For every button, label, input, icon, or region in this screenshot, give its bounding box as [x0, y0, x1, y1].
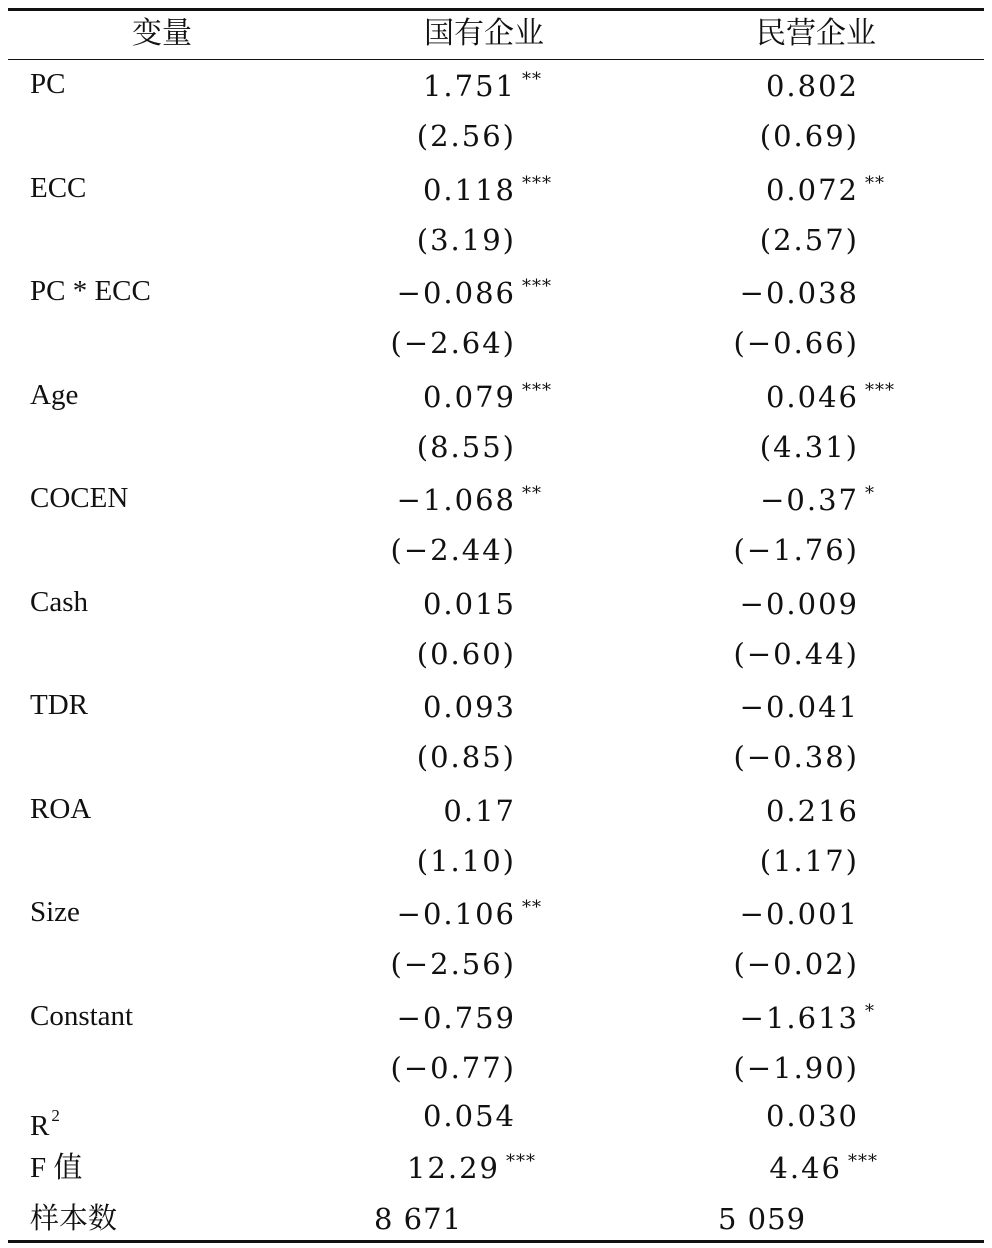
private-coefficient-value: −0.37 — [760, 483, 859, 517]
private-t-stat: (−1.90) — [733, 1050, 859, 1085]
soe-t-stat: (1.10) — [416, 843, 516, 878]
private-t-stat: (−0.38) — [733, 740, 859, 774]
private-coefficient-value: 0.216 — [765, 793, 859, 828]
r2-superscript: 2 — [51, 1106, 60, 1125]
soe-coefficient-value: −0.759 — [396, 1000, 516, 1035]
soe-coefficient — [396, 275, 552, 311]
private-coefficient-value: 0.046 — [765, 379, 859, 414]
private-f-value-value: 4.46 — [769, 1151, 842, 1185]
row-label: ROA — [30, 792, 92, 825]
private-coefficient-value: −0.001 — [739, 897, 859, 931]
private-coefficient — [739, 1000, 875, 1036]
soe-coefficient-significance: *** — [522, 379, 552, 401]
row-label: TDR — [30, 689, 88, 721]
soe-t-stat: (−2.56) — [390, 947, 516, 981]
row-label: Cash — [30, 585, 88, 618]
private-r2 — [766, 1098, 859, 1134]
private-coefficient-value: −0.041 — [739, 690, 859, 724]
row-label: ECC — [30, 171, 87, 204]
soe-r2 — [423, 1098, 516, 1134]
row-label-r2 — [30, 1098, 60, 1144]
private-t-stat: (−1.76) — [733, 533, 859, 567]
soe-sample-count: 8 671 — [374, 1202, 463, 1236]
private-t-stat: (1.17) — [759, 843, 859, 878]
row-label: PC * ECC — [30, 275, 151, 307]
private-f-value-significance: *** — [848, 1151, 878, 1172]
table-bottom-rule — [8, 1240, 984, 1243]
soe-t-stat: (0.85) — [416, 740, 516, 774]
soe-coefficient — [396, 482, 542, 518]
r2-label-text: R — [30, 1110, 50, 1142]
row-label: Age — [30, 378, 79, 411]
soe-coefficient-value: 0.118 — [422, 172, 516, 207]
row-label: PC — [30, 68, 66, 100]
private-coefficient-value: 0.072 — [765, 172, 859, 207]
soe-coefficient — [423, 689, 516, 725]
soe-t-stat: (0.60) — [416, 636, 516, 671]
soe-coefficient-value: 0.17 — [443, 793, 516, 828]
private-coefficient-value: −1.613 — [739, 1000, 859, 1035]
soe-coefficient-significance: ** — [522, 483, 542, 504]
private-coefficient-significance: * — [865, 1000, 875, 1022]
table-top-rule — [8, 8, 984, 11]
soe-coefficient-significance: *** — [522, 276, 552, 297]
soe-coefficient-value: 0.015 — [422, 586, 516, 621]
soe-coefficient-significance: ** — [522, 69, 542, 90]
header-soe: 国有企业 — [424, 16, 544, 51]
private-coefficient-value: 0.802 — [765, 69, 859, 103]
soe-r2-value: 0.054 — [422, 1099, 516, 1133]
private-coefficient — [740, 689, 859, 725]
soe-t-stat: (−0.77) — [390, 1050, 516, 1085]
private-t-stat: (−0.44) — [733, 636, 859, 671]
private-coefficient — [765, 379, 895, 415]
soe-t-stat: (2.56) — [416, 119, 516, 153]
private-coefficient — [740, 896, 859, 932]
private-coefficient — [766, 68, 859, 104]
soe-coefficient — [422, 379, 552, 415]
soe-f-value-significance: *** — [506, 1151, 536, 1172]
private-coefficient — [766, 793, 859, 829]
soe-coefficient — [422, 68, 542, 104]
private-t-stat: (−0.02) — [733, 947, 859, 981]
soe-coefficient-value: 0.093 — [422, 690, 516, 724]
soe-t-stat: (−2.64) — [390, 326, 516, 360]
soe-f-value — [406, 1150, 536, 1186]
private-f-value — [769, 1150, 878, 1186]
private-coefficient — [760, 482, 875, 518]
private-t-stat: (−0.66) — [733, 326, 859, 360]
private-t-stat: (0.69) — [759, 119, 859, 153]
soe-coefficient-value: −0.106 — [396, 897, 516, 931]
soe-coefficient — [443, 793, 516, 829]
soe-f-value-value: 12.29 — [406, 1151, 500, 1185]
soe-t-stat: (−2.44) — [390, 533, 516, 567]
private-coefficient — [740, 275, 859, 311]
private-coefficient-significance: *** — [865, 379, 895, 401]
private-sample-count: 5 059 — [718, 1202, 807, 1236]
row-label: COCEN — [30, 482, 129, 514]
soe-coefficient — [422, 172, 552, 208]
soe-t-stat: (3.19) — [416, 222, 516, 257]
soe-coefficient-value: 0.079 — [422, 379, 516, 414]
soe-coefficient-value: −1.068 — [396, 483, 516, 517]
table-header-rule — [8, 59, 984, 60]
private-coefficient-value: −0.038 — [739, 276, 859, 310]
header-variable: 变量 — [132, 16, 192, 51]
private-coefficient — [765, 172, 885, 208]
private-r2-value: 0.030 — [765, 1099, 859, 1133]
soe-coefficient-significance: ** — [522, 897, 542, 918]
soe-coefficient-value: 1.751 — [422, 69, 516, 103]
private-coefficient-value: −0.009 — [739, 586, 859, 621]
soe-coefficient — [396, 896, 542, 932]
private-t-stat: (2.57) — [759, 222, 859, 257]
private-coefficient — [740, 586, 859, 622]
row-label-f: F 值 — [30, 1152, 83, 1184]
header-private: 民营企业 — [756, 16, 876, 51]
row-label-samples: 样本数 — [30, 1203, 118, 1235]
soe-coefficient-value: −0.086 — [396, 276, 516, 310]
soe-t-stat: (8.55) — [416, 429, 516, 464]
private-coefficient-significance: ** — [865, 172, 885, 194]
private-coefficient-significance: * — [865, 483, 875, 504]
row-label: Constant — [30, 999, 134, 1032]
soe-coefficient — [397, 1000, 516, 1036]
row-label: Size — [30, 896, 80, 928]
soe-coefficient — [423, 586, 516, 622]
private-t-stat: (4.31) — [759, 429, 859, 464]
soe-coefficient-significance: *** — [522, 172, 552, 194]
